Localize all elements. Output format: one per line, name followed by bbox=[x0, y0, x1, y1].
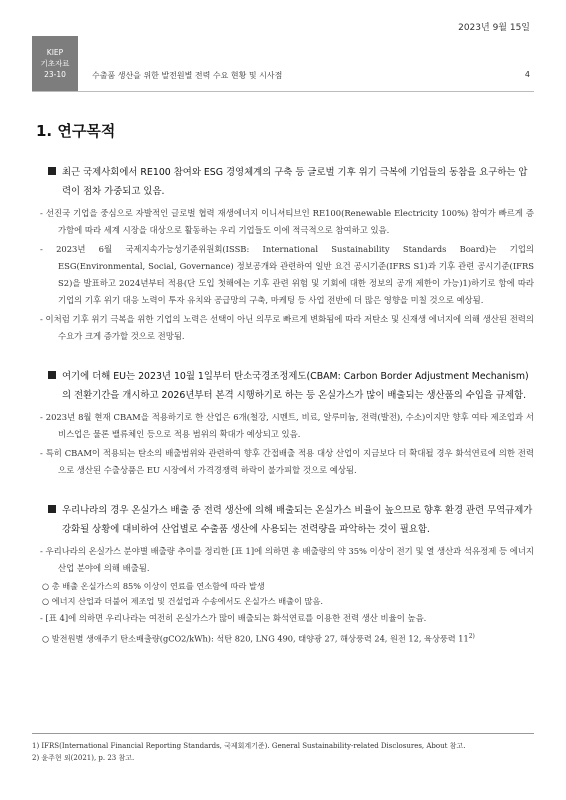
page-header bbox=[32, 36, 534, 92]
dash-item bbox=[32, 610, 534, 627]
item-text: 선진국 기업을 중심으로 자발적인 글로벌 협력 재생에너지 이니셔티브인 RE100(Renewable Electricity 100%) 참여가 빠르게 증가함에 따라 세계 시장을 대상으로 활동하는 우리 기업들도 이에 적극적으로 참여하고 있음. bbox=[45, 208, 534, 235]
item-text: 총 배출 온실가스의 85% 이상이 연료를 연소함에 따라 발생 bbox=[51, 581, 265, 591]
item-text: [표 4]에 의하면 우리나라는 여전히 온실가스가 많이 배출되는 화석연료를 이용한 전력 생산 비율이 높음. bbox=[45, 613, 427, 623]
square-bullet-icon bbox=[48, 505, 56, 513]
item-text: 2023년 6월 국제지속가능성기준위원회(ISSB: International Sustainability Standards Board)는 기업의 ESG(Environmental, Social, Governance) 정보공개와 관련하여 일반 요건 공시기준(IFRS S1)과 기후 관련 공시기준(IFRS S2)을 발표하고 2024년부터 적용(단 도입 첫해에는 기후 관련 위험 및 기회에 대한 정보의 공개 제한이 가능)1)하기로 함에 따라 기업의 기후 위기 대응 노력이 투자 유치와 공급망의 구축, 마케팅 등 사업 전반에 더 많은 영향을 미칠 것으로 예상됨. bbox=[56, 244, 534, 305]
bullet-paragraph bbox=[32, 501, 534, 539]
dash-marker-icon: - bbox=[40, 448, 46, 458]
section-block bbox=[32, 163, 534, 345]
report-date: 2023년 9월 15일 bbox=[458, 23, 530, 33]
dash-marker-icon: - bbox=[40, 208, 46, 218]
page-number: 4 bbox=[524, 70, 530, 79]
section-block bbox=[32, 367, 534, 479]
item-text: 2023년 8월 현재 CBAM을 적용하기로 한 산업은 6개(철강, 시멘트, 비료, 알루미늄, 전력(발전), 수소)이지만 향후 여타 제조업과 서비스업은 물론 밸류체인 등으로 적용 범위의 확대가 예상되고 있음. bbox=[45, 412, 534, 439]
item-text: 발전원별 생애주기 탄소배출량(gCO2/kWh): 석탄 820, LNG 490, 태양광 27, 해상풍력 24, 원전 12, 육상풍력 11 bbox=[51, 633, 469, 644]
dash-item bbox=[32, 241, 534, 309]
item-text: 이처럼 기후 위기 극복을 위한 기업의 노력은 선택이 아닌 의무로 빠르게 변화됨에 따라 저탄소 및 신재생 에너지에 의해 생산된 전력의 수요가 크게 증가할 것으로 전망됨. bbox=[45, 314, 534, 341]
bullet-text: 최근 국제사회에서 RE100 참여와 ESG 경영체계의 구축 등 글로벌 기후 위기 극복에 기업들의 동참을 요구하는 압력이 점차 가중되고 있음. bbox=[62, 167, 528, 197]
item-text: 에너지 산업과 더불어 제조업 및 건설업과 수송에서도 온실가스 배출이 많음. bbox=[51, 596, 323, 606]
main-content bbox=[32, 163, 534, 669]
dash-item bbox=[32, 311, 534, 345]
dash-item bbox=[32, 445, 534, 479]
report-title: 수출품 생산을 위한 발전원별 전력 수요 현황 및 시사점 bbox=[92, 71, 283, 80]
dash-item bbox=[32, 409, 534, 443]
footnote-ref: 2) bbox=[468, 633, 475, 640]
dash-marker-icon: - bbox=[40, 613, 46, 623]
bullet-text: 여기에 더해 EU는 2023년 10월 1일부터 탄소국경조정제도(CBAM: Carbon Border Adjustment Mechanism)의 전환기간을 개시하고 2026년부터 본격 시행하기로 하는 등 온실가스가 많이 배출되는 생산품의 수입을 규제함. bbox=[62, 371, 529, 401]
section-block bbox=[32, 501, 534, 647]
badge-line-2: 기초자료 bbox=[40, 59, 70, 68]
footnote-2: 2) 윤주현 외(2021), p. 23 참고. bbox=[32, 754, 135, 762]
dash-item bbox=[32, 205, 534, 239]
bullet-paragraph bbox=[32, 163, 534, 201]
badge-line-1: KIEP bbox=[46, 48, 64, 57]
series-badge bbox=[32, 36, 78, 91]
bullet-text: 우리나라의 경우 온실가스 배출 중 전력 생산에 의해 배출되는 온실가스 비율이 높으므로 향후 환경 관련 무역규제가 강화될 상황에 대비하여 산업별로 수출품 생산에 사용되는 전력량을 파악하는 것이 필요함. bbox=[62, 505, 533, 535]
circle-marker-icon: ○ bbox=[42, 596, 52, 606]
item-text: 특히 CBAM이 적용되는 탄소의 배출범위와 관련하여 향후 간접배출 적용 대상 산업이 지금보다 더 확대될 경우 화석연료에 의한 전력으로 생산된 수출상품은 EU 시장에서 가격경쟁력 하락이 불가피할 것으로 예상됨. bbox=[45, 448, 534, 475]
item-text: 우리나라의 온실가스 분야별 배출량 추이를 정리한 [표 1]에 의하면 총 배출량의 약 35% 이상이 전기 및 열 생산과 석유정제 등 에너지 산업 분야에 의해 배출됨. bbox=[45, 546, 534, 573]
footnotes bbox=[32, 733, 534, 764]
section-heading: 1. 연구목적 bbox=[36, 122, 116, 140]
dash-marker-icon: - bbox=[40, 412, 46, 422]
dash-marker-icon: - bbox=[40, 546, 46, 556]
bullet-paragraph bbox=[32, 367, 534, 405]
circle-item bbox=[32, 629, 534, 647]
footnote-1: 1) IFRS(International Financial Reporting Standards, 국제회계기준). General Sustainability-related Disclosures, About 참고. bbox=[32, 742, 466, 750]
circle-marker-icon: ○ bbox=[42, 581, 52, 591]
dash-item bbox=[32, 543, 534, 577]
dash-marker-icon: - bbox=[40, 314, 46, 324]
square-bullet-icon bbox=[48, 167, 56, 175]
circle-marker-icon: ○ bbox=[42, 633, 52, 644]
badge-line-3: 23-10 bbox=[44, 70, 66, 79]
circle-item bbox=[32, 594, 534, 609]
dash-marker-icon: - bbox=[40, 244, 57, 254]
square-bullet-icon bbox=[48, 371, 56, 379]
circle-item bbox=[32, 579, 534, 594]
